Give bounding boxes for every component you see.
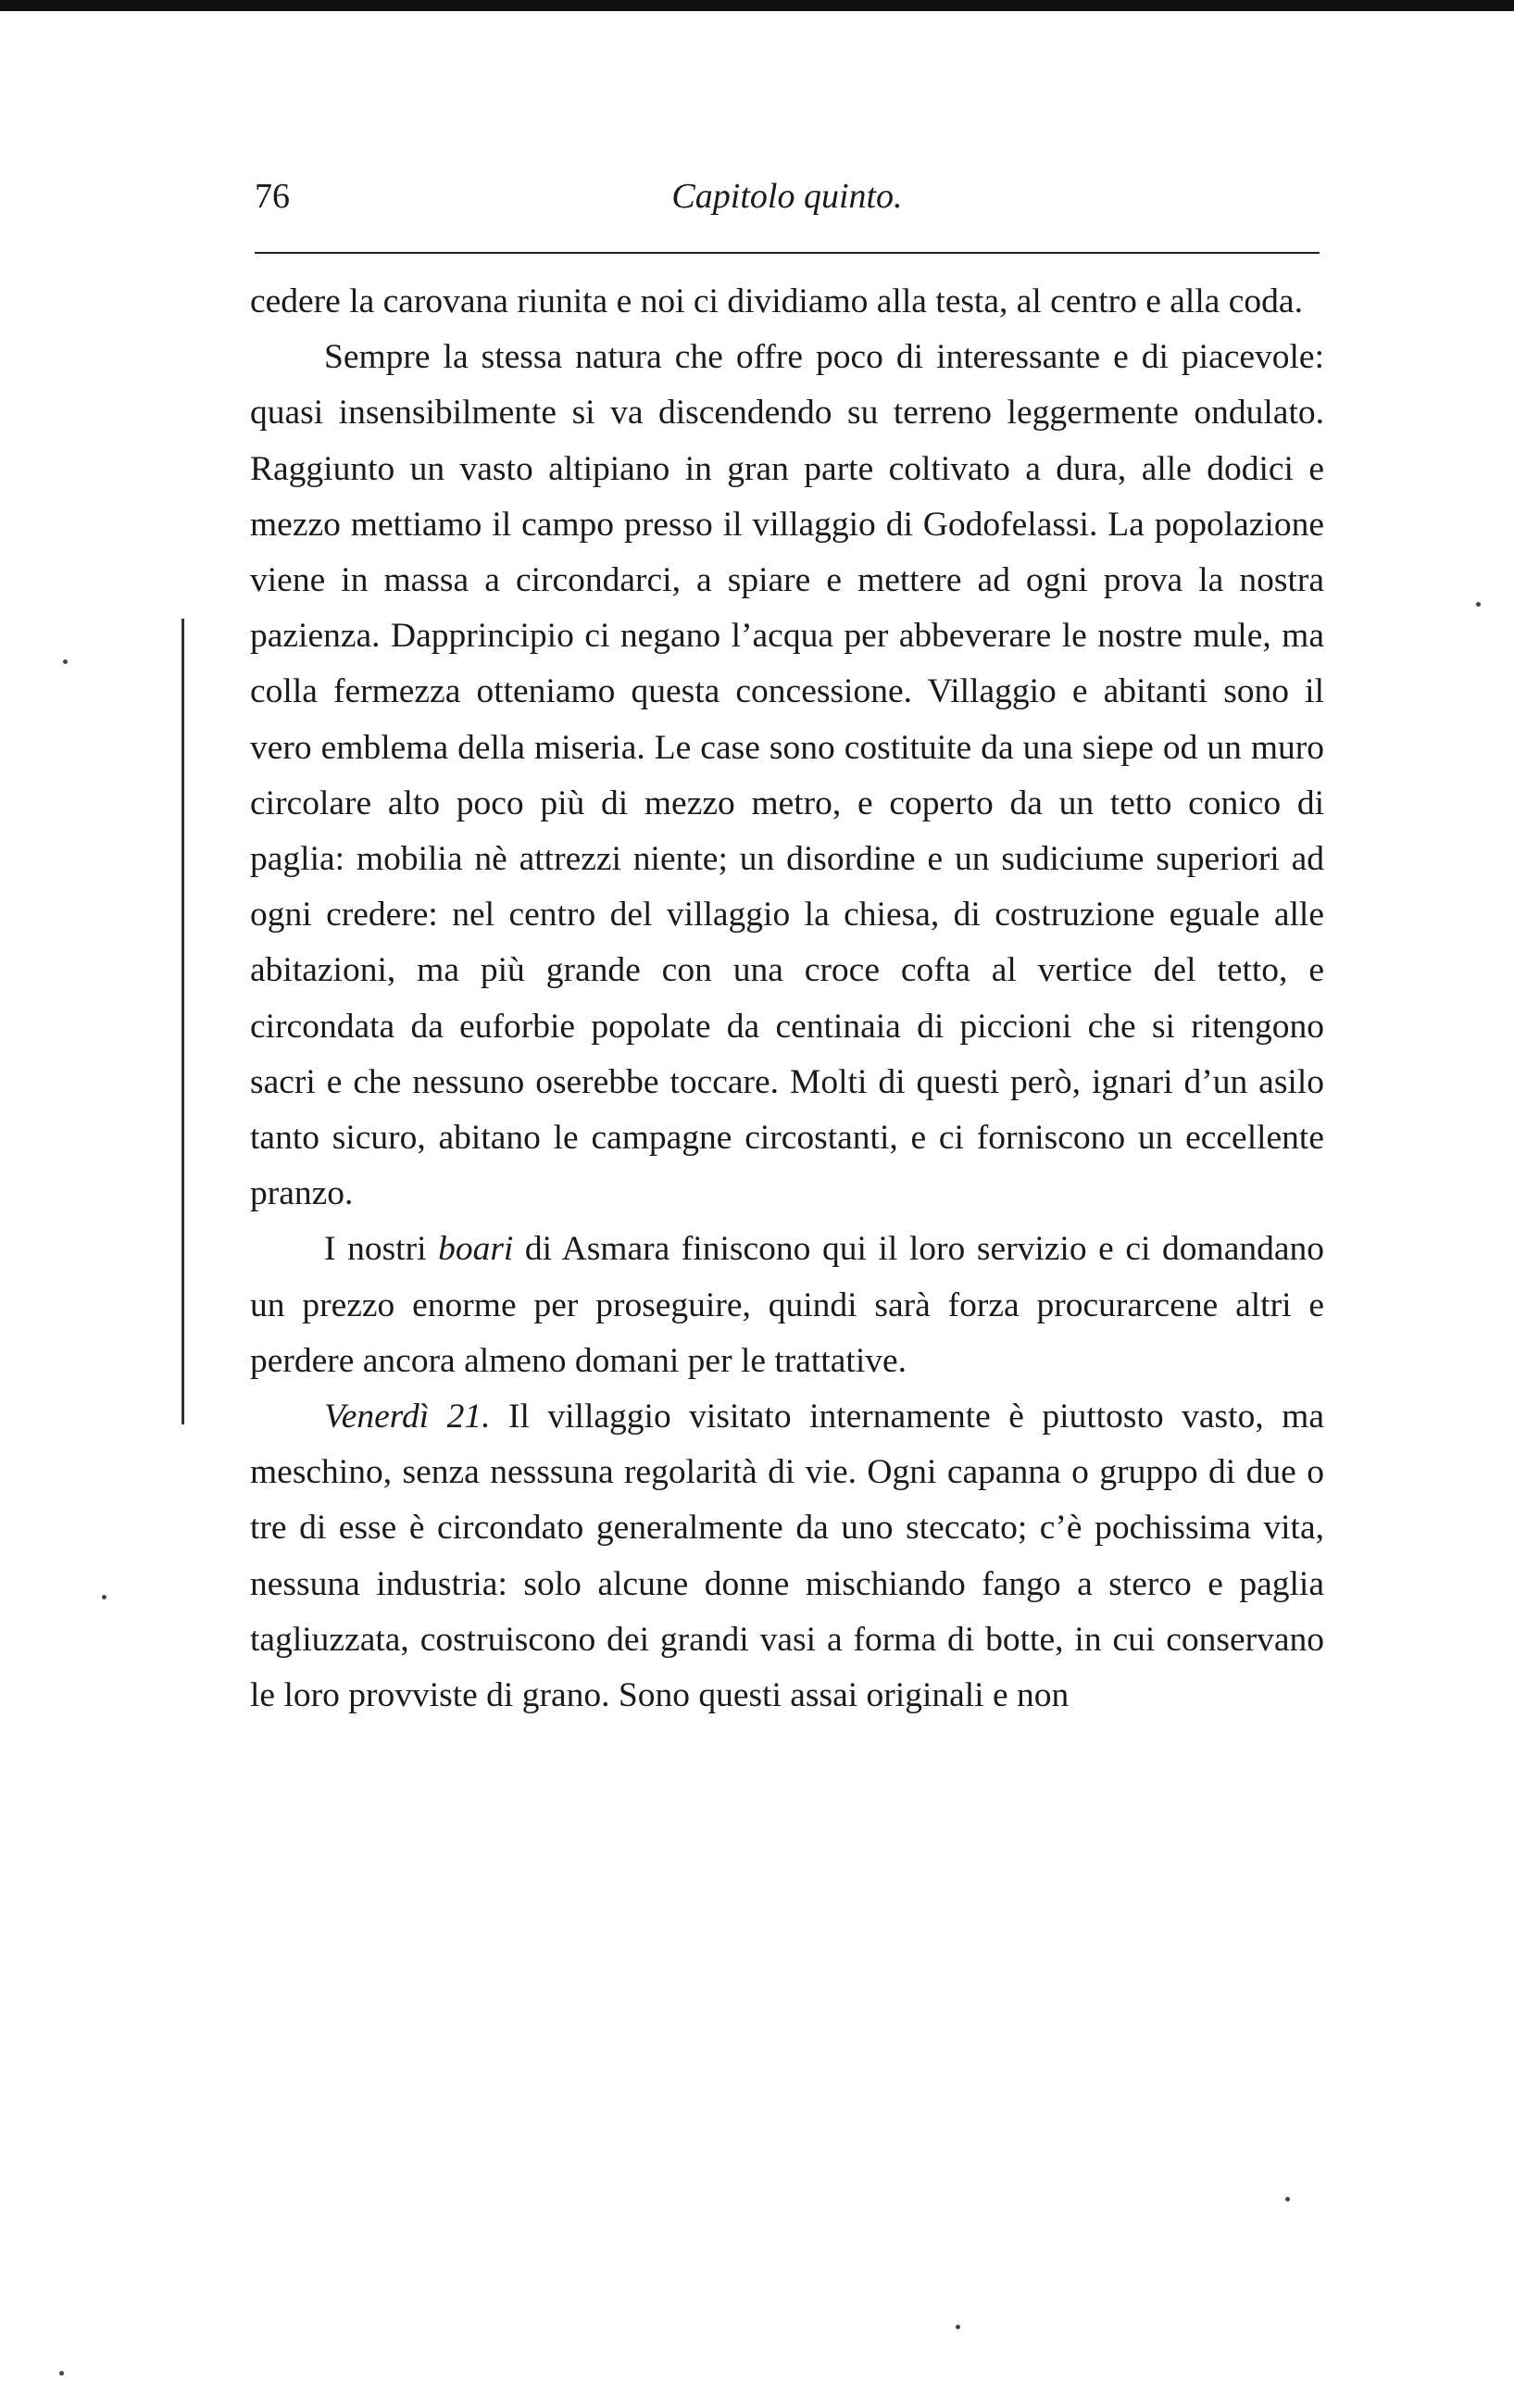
page-number: 76 — [255, 177, 290, 216]
paragraph-1: cedere la carovana riunita e noi ci dividiamo alla testa, al centro e alla coda. — [250, 282, 1303, 320]
header-rule — [255, 252, 1320, 254]
scan-speck — [1285, 2197, 1290, 2201]
scan-speck — [102, 1595, 106, 1599]
scan-speck — [63, 659, 68, 664]
page-header — [255, 176, 1320, 232]
paragraph-3-text: I nostri boari di Asmara finiscono qui il loro servizio e ci domandano un prezzo enorme per proseguire, quindi sarà forza procurarcene altri e perdere ancora almeno domani per le trattative. — [250, 1230, 1324, 1380]
italic-term: boari — [438, 1230, 514, 1269]
scan-speck — [956, 2325, 960, 2329]
margin-line-mark — [181, 619, 184, 1424]
date-heading: Venerdì 21. — [324, 1398, 491, 1436]
paragraph-3 — [250, 1222, 1324, 1389]
running-title: Capitolo quinto. — [671, 177, 903, 216]
scan-speck — [59, 2371, 64, 2376]
paragraph-2: Sempre la stessa natura che offre poco di interessante e di piacevole: quasi insensibilmente si va discendendo su terreno leggermente ondulato. Raggiunto un vasto altipiano in gran parte coltivato a dura, alle dodici e mezzo mettiamo il campo presso il villaggio di Godofelassi. La popolazione viene in massa a circondarci, a spiare e mettere ad ogni prova la nostra pazienza. Dapprincipio ci negano l’acqua per abbeverare le nostre mule, ma colla fermezza otteniamo questa concessione. Villaggio e abitanti sono il vero emblema della miseria. Le case sono costituite da una siepe od un muro circolare alto poco più di mezzo metro, e coperto da un tetto conico di paglia: mobilia nè attrezzi niente; un disordine e un sudiciume superiori ad ogni credere: nel centro del villaggio la chiesa, di costruzione eguale alle abitazioni, ma più grande con una croce cofta al vertice del tetto, e circondata da euforbie popolate da centinaia di piccioni che si ritengono sacri e che nessuno oserebbe toccare. Molti di questi però, ignari d’un asilo tanto sicuro, abitano le campagne circostanti, e ci forniscono un eccellente pranzo. — [250, 338, 1324, 1213]
paragraph-4-text: Il villaggio visitato internamente è piuttosto vasto, ma meschino, senza nesssuna regolarità di vie. Ogni capanna o gruppo di due o tre di esse è circondato generalmente da uno steccato; c’è pochissima vita, nessuna industria: solo alcune donne mischiando fango a sterco e paglia tagliuzzata, costruiscono dei grandi vasi a forma di botte, in cui conservano le loro provviste di grano. Sono questi assai originali e non — [250, 1398, 1324, 1715]
paragraph-4 — [250, 1389, 1324, 1724]
body-text — [250, 274, 1324, 1724]
top-border — [0, 0, 1514, 11]
scan-speck — [1476, 602, 1481, 607]
